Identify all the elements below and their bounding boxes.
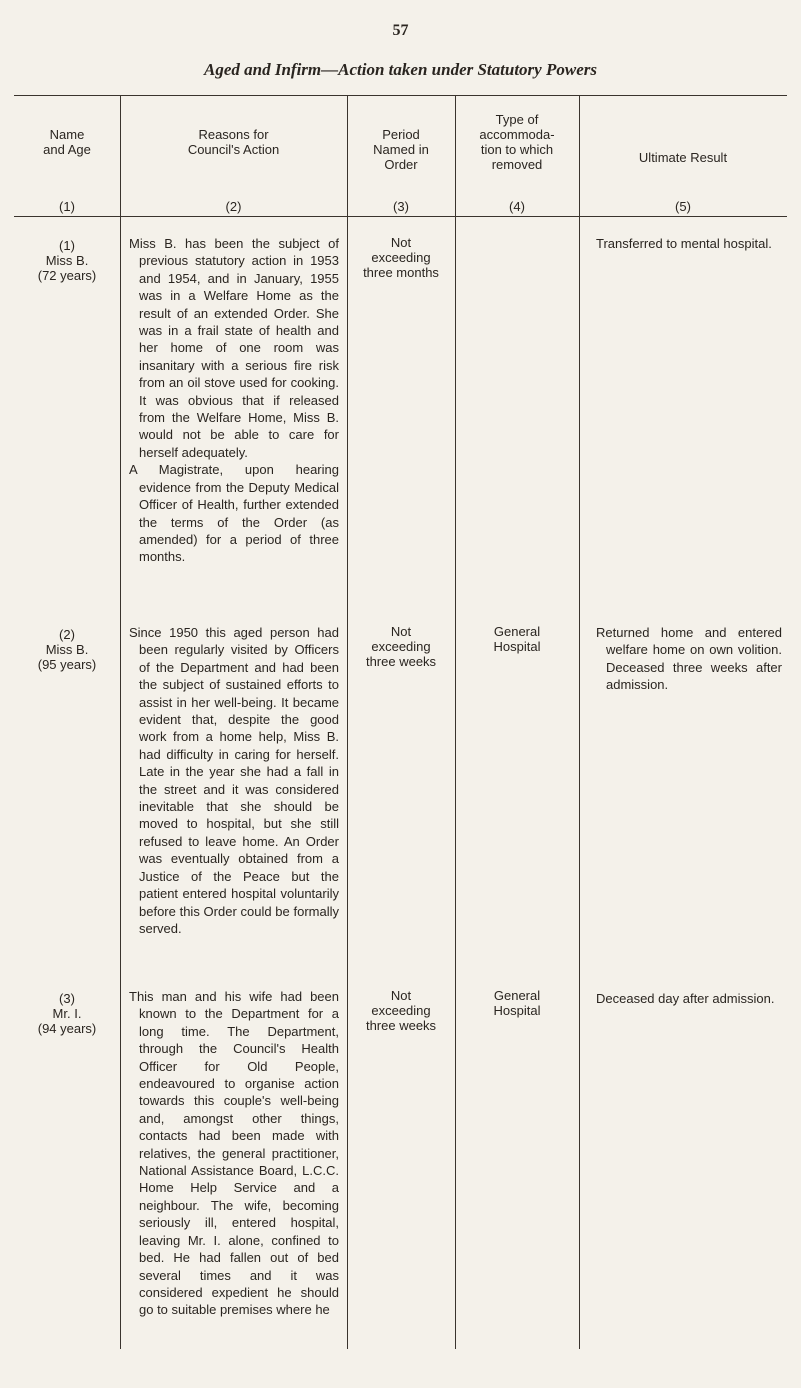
row-2-result: Returned home and entered welfare home on own volition. Deceased three weeks after admission. bbox=[596, 625, 782, 693]
row-1-reason-paragraph-2: A Magistrate, upon hearing evidence from the Deputy Medical Officer of Health, further extended the terms of the Order (as amended) for a period of three months. bbox=[129, 462, 339, 565]
header-bottom-rule bbox=[14, 216, 787, 217]
page-number: 57 bbox=[392, 22, 409, 39]
column-divider-2 bbox=[347, 96, 348, 1349]
row-3-name-age: (3) Mr. I. (94 years) bbox=[37, 991, 97, 1036]
page-title: Aged and Infirm—Action taken under Statutory Powers bbox=[204, 60, 597, 79]
row-1-period: Not exceeding three months bbox=[363, 235, 439, 280]
row-2-reason-paragraph-1: Since 1950 this aged person had been regularly visited by Officers of the Department and had been the subject of sustained efforts to assist in her well-being. It became evident that, despite the good work from a home help, Miss B. had difficulty in caring for herself. Late in the year she had a fall in the street and it was considered inevitable that she should be moved to hospital, but she still refused to leave home. An Order was eventually obtained from a Justice of the Peace but the patient entered hospital voluntarily before this Order could be formally served. bbox=[129, 625, 339, 936]
row-3-reason-paragraph-1: This man and his wife had been known to the Department for a long time. The Department, through the Council's Health Officer for Old People, endeavoured to organise action towards this couple's well-being and, amongst other things, contacts had been made with relatives, the general practitioner, National Assistance Board, L.C.C. Home Help Service and a neighbour. The wife, becoming seriously ill, entered hospital, leaving Mr. I. alone, confined to bed. He had fallen out of bed several times and it was considered expedient he should go to suitable premises where he bbox=[129, 989, 339, 1318]
column-divider-4 bbox=[579, 96, 580, 1349]
row-3-accommodation-type: General Hospital bbox=[493, 988, 541, 1018]
row-1-reason bbox=[129, 235, 339, 566]
row-3-period: Not exceeding three weeks bbox=[365, 988, 437, 1033]
row-1-name-age: (1) Miss B. (72 years) bbox=[37, 238, 97, 283]
row-2-period: Not exceeding three weeks bbox=[365, 624, 437, 669]
header-number-2: (2) bbox=[225, 199, 242, 214]
column-divider-3 bbox=[455, 96, 456, 1349]
row-2-reason bbox=[129, 624, 339, 937]
row-2-name-age: (2) Miss B. (95 years) bbox=[37, 627, 97, 672]
header-number-1: (1) bbox=[59, 199, 75, 214]
header-number-3: (3) bbox=[393, 199, 409, 214]
header-ultimate-result: Ultimate Result bbox=[638, 150, 728, 165]
header-reasons: Reasons for Council's Action bbox=[187, 127, 280, 157]
row-3-result: Deceased day after admission. bbox=[596, 991, 775, 1006]
column-divider-1 bbox=[120, 96, 121, 1349]
table-top-rule bbox=[14, 95, 787, 96]
header-name-and-age: Name and Age bbox=[43, 127, 91, 157]
header-period: Period Named in Order bbox=[373, 127, 429, 172]
row-3-reason bbox=[129, 988, 339, 1319]
header-accommodation-type: Type of accommoda- tion to which removed bbox=[479, 112, 555, 172]
header-number-5: (5) bbox=[675, 199, 691, 214]
row-1-result: Transferred to mental hospital. bbox=[596, 236, 772, 251]
row-1-reason-paragraph-1: Miss B. has been the subject of previous statutory action in 1953 and 1954, and in January, 1955 was in a Welfare Home as the result of an extended Order. She was in a frail state of health and her home of one room was insanitary with a serious fire risk from an oil stove used for cooking. It was obvious that if released from the Welfare Home, Miss B. would not be able to care for herself adequately. bbox=[129, 236, 339, 460]
row-2-accommodation-type: General Hospital bbox=[493, 624, 541, 654]
header-number-4: (4) bbox=[509, 199, 525, 214]
